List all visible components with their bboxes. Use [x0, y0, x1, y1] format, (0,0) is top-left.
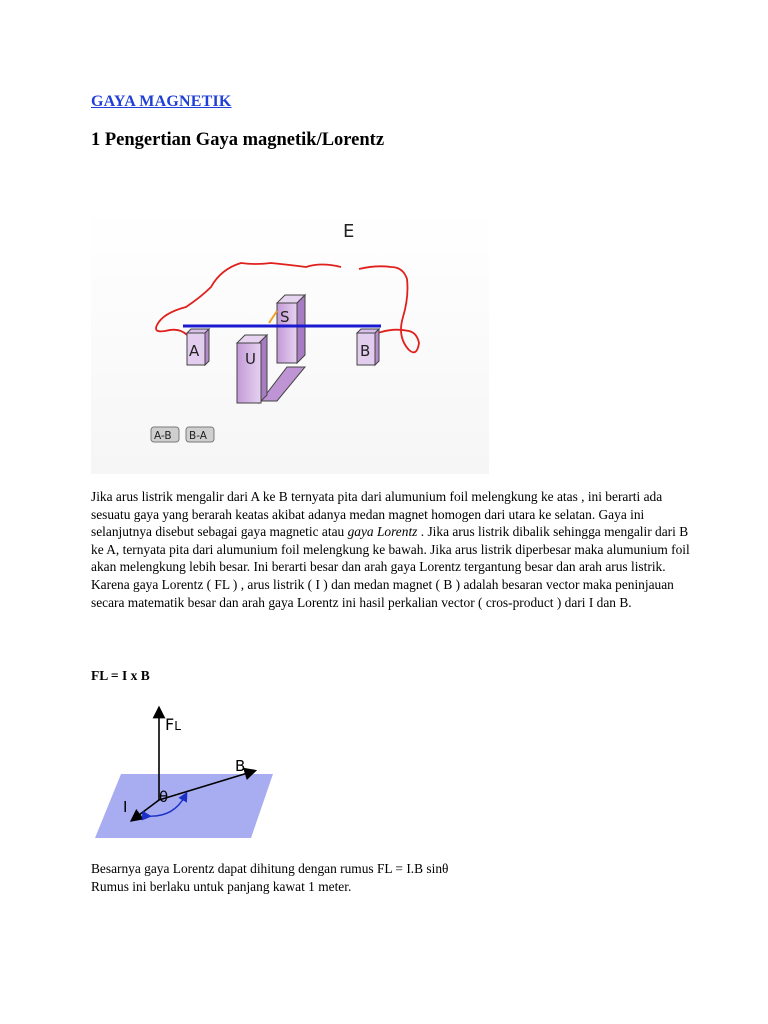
- button-b-a[interactable]: [186, 427, 214, 442]
- button-a-b-label: A-B: [154, 430, 172, 442]
- button-b-a-label: B-A: [189, 430, 207, 442]
- page-title-link[interactable]: GAYA MAGNETIK: [91, 93, 232, 110]
- label-theta: θ: [159, 788, 169, 806]
- label-b: B: [235, 757, 246, 775]
- paragraph-2: Karena gaya Lorentz ( FL ) , arus listrik ( I ) dan medan magnet ( B ) adalah besaran vector maka peninjauan secara matematik besar dan arah gaya Lorentz ini hasil perkalian vector ( cros-product ) dari I dan B.: [91, 576, 674, 610]
- pole-s-label: S: [280, 308, 290, 326]
- paragraph-1-text: Jika arus listrik mengalir dari A ke B ternyata pita dari alumunium foil melengkung ke atas , ini berarti ada sesuatu gaya yang berarah keatas akibat adanya medan magnet homogen dari utara ke selatan. Gaya ini selanjutnya disebut sebagai gaya magnetic atau: [91, 489, 663, 540]
- section-heading: 1 Pengertian Gaya magnetik/Lorentz: [91, 130, 385, 150]
- body-text: [91, 488, 691, 611]
- paragraph-1-rest: . Jika arus listrik dibalik sehingga mengalir dari B ke A, ternyata pita dari alumunium foil melengkung ke bawah. Jika arus listrik diperbesar maka alumunium foil akan melengkung lebih besar. Ini berarti besar dan arah gaya Lorentz tergantung besar dan arah arus listrik.: [91, 524, 690, 575]
- result-line-1: Besarnya gaya Lorentz dapat dihitung dengan rumus FL = I.B sinθ: [91, 861, 449, 876]
- label-f: [165, 715, 181, 734]
- vector-diagram: [91, 700, 281, 840]
- button-a-b[interactable]: [151, 427, 179, 442]
- formula: FL = I x B: [91, 668, 150, 683]
- result-line-2: Rumus ini berlaku untuk panjang kawat 1 meter.: [91, 878, 352, 894]
- paragraph-1: [91, 488, 691, 576]
- plane: [95, 774, 273, 838]
- label-f-main: F: [165, 715, 175, 734]
- post-a: [187, 329, 209, 365]
- label-e: E: [343, 221, 355, 242]
- pole-u-label: U: [245, 350, 256, 368]
- post-b: [357, 329, 379, 365]
- label-f-sub: L: [174, 719, 181, 733]
- post-a-label: A: [189, 342, 200, 360]
- post-b-label: B: [360, 342, 371, 360]
- lorentz-experiment-figure: [91, 207, 489, 474]
- gaya-lorentz-emphasis: gaya Lorentz: [347, 524, 418, 540]
- result-text: [91, 860, 448, 895]
- label-i: I: [123, 798, 128, 816]
